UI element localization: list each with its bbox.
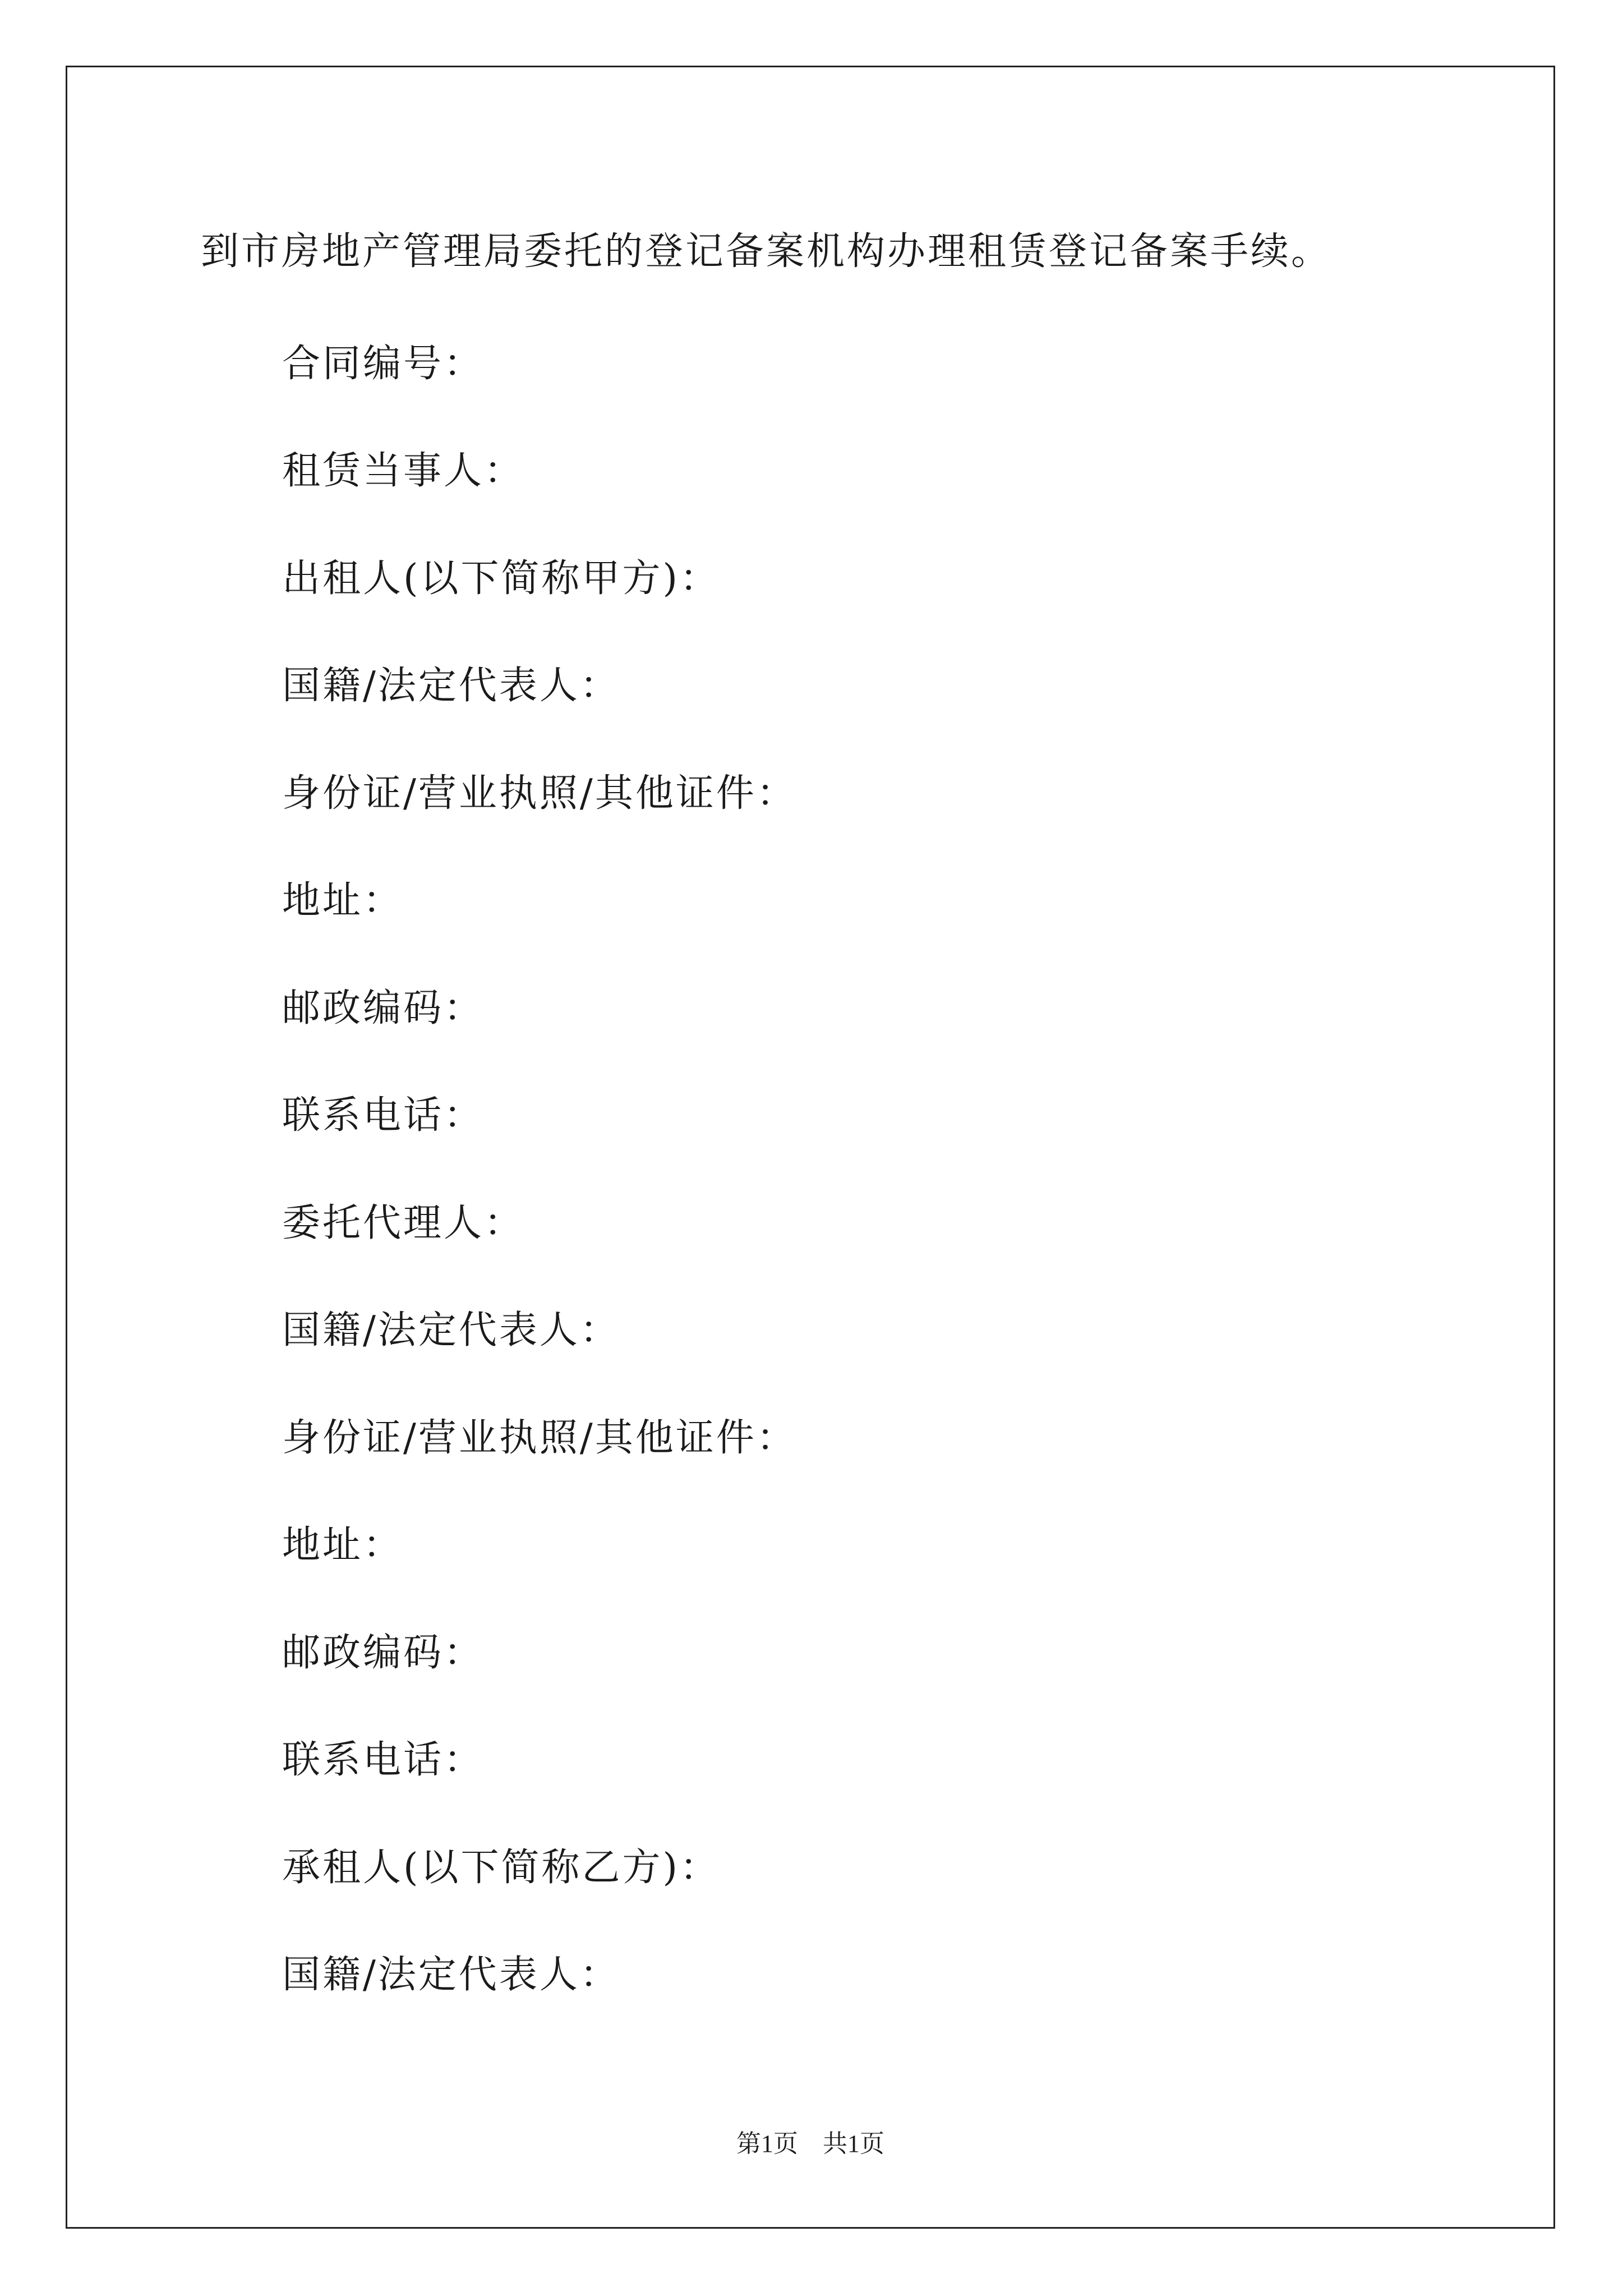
page-footer <box>67 2132 1553 2156</box>
field-lessor-postcode: 邮政编码： <box>282 986 485 1030</box>
page-number-total: 共1页 <box>823 2130 884 2157</box>
field-lessee: 承租人(以下简称乙方)： <box>282 1846 721 1890</box>
field-contract-number: 合同编号： <box>282 342 485 386</box>
field-agent-nationality: 国籍/法定代表人： <box>282 1308 620 1352</box>
field-lessor-nationality: 国籍/法定代表人： <box>282 664 620 708</box>
field-lease-parties: 租赁当事人： <box>282 449 525 493</box>
intro-paragraph: 到市房地产管理局委托的登记备案机构办理租赁登记备案手续。 <box>201 229 1332 274</box>
field-agent: 委托代理人： <box>282 1201 525 1245</box>
field-agent-phone: 联系电话： <box>282 1738 485 1782</box>
field-agent-address: 地址： <box>282 1523 404 1567</box>
field-lessor-phone: 联系电话： <box>282 1093 485 1138</box>
page-frame <box>66 66 1555 2229</box>
field-lessor: 出租人(以下简称甲方)： <box>282 556 721 601</box>
field-agent-id: 身份证/营业执照/其他证件： <box>282 1416 797 1460</box>
footer-spacer <box>798 2130 823 2157</box>
field-lessor-id: 身份证/营业执照/其他证件： <box>282 771 797 816</box>
field-lessee-nationality: 国籍/法定代表人： <box>282 1953 620 1997</box>
field-lessor-address: 地址： <box>282 878 404 923</box>
page-number-current: 第1页 <box>736 2130 798 2157</box>
field-agent-postcode: 邮政编码： <box>282 1631 485 1675</box>
